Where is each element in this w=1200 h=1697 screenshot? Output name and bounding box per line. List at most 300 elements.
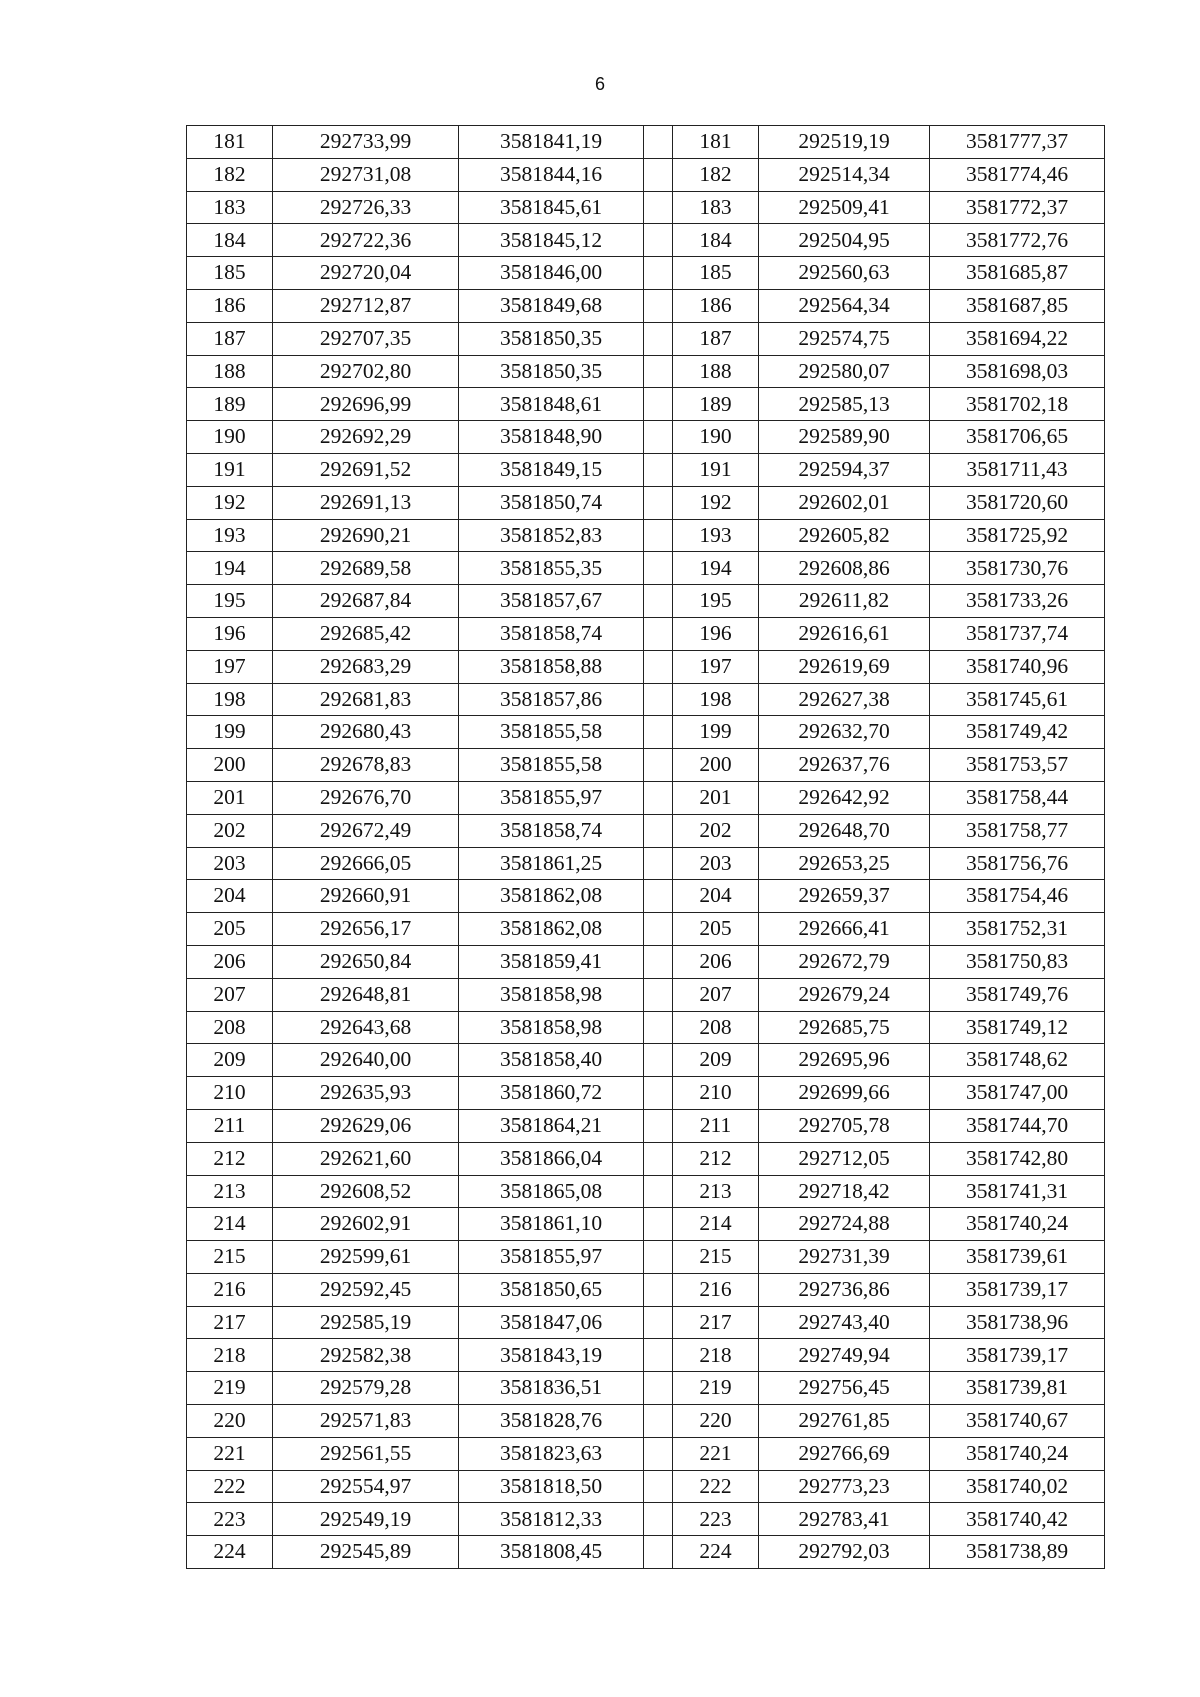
- point-number-left: 201: [187, 781, 273, 814]
- point-number-right: 222: [673, 1470, 759, 1503]
- table-row: [187, 1536, 1105, 1569]
- x-coordinate-right: 292756,45: [759, 1372, 930, 1405]
- separator-cell: [644, 224, 673, 257]
- y-coordinate-right: 3581772,37: [930, 191, 1105, 224]
- separator-cell: [644, 781, 673, 814]
- y-coordinate-left: 3581857,67: [459, 585, 644, 618]
- point-number-left: 196: [187, 617, 273, 650]
- point-number-left: 199: [187, 716, 273, 749]
- x-coordinate-right: 292519,19: [759, 126, 930, 159]
- y-coordinate-left: 3581844,16: [459, 158, 644, 191]
- separator-cell: [644, 683, 673, 716]
- table-row: [187, 388, 1105, 421]
- point-number-left: 223: [187, 1503, 273, 1536]
- point-number-right: 191: [673, 453, 759, 486]
- x-coordinate-right: 292766,69: [759, 1437, 930, 1470]
- y-coordinate-right: 3581711,43: [930, 453, 1105, 486]
- x-coordinate-right: 292564,34: [759, 289, 930, 322]
- table-row: [187, 617, 1105, 650]
- separator-cell: [644, 355, 673, 388]
- point-number-right: 211: [673, 1109, 759, 1142]
- point-number-left: 181: [187, 126, 273, 159]
- y-coordinate-left: 3581865,08: [459, 1175, 644, 1208]
- point-number-left: 184: [187, 224, 273, 257]
- table-row: [187, 257, 1105, 290]
- point-number-right: 182: [673, 158, 759, 191]
- x-coordinate-left: 292608,52: [273, 1175, 459, 1208]
- x-coordinate-left: 292571,83: [273, 1405, 459, 1438]
- separator-cell: [644, 847, 673, 880]
- y-coordinate-right: 3581747,00: [930, 1077, 1105, 1110]
- y-coordinate-right: 3581749,12: [930, 1011, 1105, 1044]
- y-coordinate-right: 3581702,18: [930, 388, 1105, 421]
- separator-cell: [644, 617, 673, 650]
- y-coordinate-left: 3581862,08: [459, 880, 644, 913]
- x-coordinate-right: 292632,70: [759, 716, 930, 749]
- table-row: [187, 519, 1105, 552]
- y-coordinate-right: 3581740,02: [930, 1470, 1105, 1503]
- y-coordinate-right: 3581694,22: [930, 322, 1105, 355]
- separator-cell: [644, 322, 673, 355]
- x-coordinate-left: 292676,70: [273, 781, 459, 814]
- x-coordinate-left: 292681,83: [273, 683, 459, 716]
- x-coordinate-right: 292705,78: [759, 1109, 930, 1142]
- x-coordinate-right: 292659,37: [759, 880, 930, 913]
- separator-cell: [644, 913, 673, 946]
- table-row: [187, 978, 1105, 1011]
- table-row: [187, 1306, 1105, 1339]
- x-coordinate-left: 292696,99: [273, 388, 459, 421]
- separator-cell: [644, 1437, 673, 1470]
- table-row: [187, 1142, 1105, 1175]
- y-coordinate-left: 3581847,06: [459, 1306, 644, 1339]
- x-coordinate-right: 292642,92: [759, 781, 930, 814]
- x-coordinate-left: 292707,35: [273, 322, 459, 355]
- x-coordinate-left: 292731,08: [273, 158, 459, 191]
- x-coordinate-right: 292605,82: [759, 519, 930, 552]
- point-number-left: 224: [187, 1536, 273, 1569]
- x-coordinate-left: 292643,68: [273, 1011, 459, 1044]
- x-coordinate-right: 292712,05: [759, 1142, 930, 1175]
- x-coordinate-left: 292656,17: [273, 913, 459, 946]
- point-number-right: 208: [673, 1011, 759, 1044]
- x-coordinate-right: 292648,70: [759, 814, 930, 847]
- x-coordinate-right: 292718,42: [759, 1175, 930, 1208]
- x-coordinate-right: 292695,96: [759, 1044, 930, 1077]
- point-number-right: 205: [673, 913, 759, 946]
- table-row: [187, 1241, 1105, 1274]
- table-row: [187, 945, 1105, 978]
- x-coordinate-right: 292736,86: [759, 1273, 930, 1306]
- y-coordinate-right: 3581748,62: [930, 1044, 1105, 1077]
- y-coordinate-left: 3581846,00: [459, 257, 644, 290]
- x-coordinate-left: 292678,83: [273, 749, 459, 782]
- point-number-left: 187: [187, 322, 273, 355]
- y-coordinate-left: 3581850,74: [459, 486, 644, 519]
- y-coordinate-right: 3581739,17: [930, 1273, 1105, 1306]
- separator-cell: [644, 289, 673, 322]
- y-coordinate-right: 3581738,89: [930, 1536, 1105, 1569]
- y-coordinate-left: 3581857,86: [459, 683, 644, 716]
- table-row: [187, 1077, 1105, 1110]
- point-number-right: 218: [673, 1339, 759, 1372]
- point-number-left: 212: [187, 1142, 273, 1175]
- x-coordinate-left: 292722,36: [273, 224, 459, 257]
- x-coordinate-left: 292733,99: [273, 126, 459, 159]
- x-coordinate-right: 292608,86: [759, 552, 930, 585]
- y-coordinate-left: 3581848,90: [459, 421, 644, 454]
- y-coordinate-left: 3581849,68: [459, 289, 644, 322]
- x-coordinate-left: 292648,81: [273, 978, 459, 1011]
- y-coordinate-left: 3581808,45: [459, 1536, 644, 1569]
- table-row: [187, 552, 1105, 585]
- separator-cell: [644, 880, 673, 913]
- table-row: [187, 355, 1105, 388]
- point-number-left: 188: [187, 355, 273, 388]
- y-coordinate-left: 3581855,97: [459, 781, 644, 814]
- y-coordinate-left: 3581858,88: [459, 650, 644, 683]
- y-coordinate-left: 3581858,74: [459, 814, 644, 847]
- point-number-right: 215: [673, 1241, 759, 1274]
- x-coordinate-left: 292621,60: [273, 1142, 459, 1175]
- point-number-left: 197: [187, 650, 273, 683]
- y-coordinate-right: 3581772,76: [930, 224, 1105, 257]
- x-coordinate-left: 292720,04: [273, 257, 459, 290]
- point-number-right: 209: [673, 1044, 759, 1077]
- y-coordinate-right: 3581739,81: [930, 1372, 1105, 1405]
- separator-cell: [644, 1011, 673, 1044]
- point-number-left: 183: [187, 191, 273, 224]
- y-coordinate-left: 3581812,33: [459, 1503, 644, 1536]
- y-coordinate-left: 3581828,76: [459, 1405, 644, 1438]
- table-row: [187, 191, 1105, 224]
- table-row: [187, 814, 1105, 847]
- point-number-left: 215: [187, 1241, 273, 1274]
- x-coordinate-left: 292689,58: [273, 552, 459, 585]
- separator-cell: [644, 1405, 673, 1438]
- x-coordinate-right: 292602,01: [759, 486, 930, 519]
- x-coordinate-right: 292743,40: [759, 1306, 930, 1339]
- separator-cell: [644, 749, 673, 782]
- point-number-left: 198: [187, 683, 273, 716]
- x-coordinate-left: 292660,91: [273, 880, 459, 913]
- point-number-left: 185: [187, 257, 273, 290]
- y-coordinate-right: 3581740,24: [930, 1437, 1105, 1470]
- point-number-left: 218: [187, 1339, 273, 1372]
- y-coordinate-right: 3581740,67: [930, 1405, 1105, 1438]
- x-coordinate-left: 292635,93: [273, 1077, 459, 1110]
- separator-cell: [644, 158, 673, 191]
- point-number-left: 193: [187, 519, 273, 552]
- point-number-left: 186: [187, 289, 273, 322]
- point-number-left: 221: [187, 1437, 273, 1470]
- y-coordinate-left: 3581859,41: [459, 945, 644, 978]
- point-number-right: 198: [673, 683, 759, 716]
- x-coordinate-right: 292761,85: [759, 1405, 930, 1438]
- x-coordinate-right: 292504,95: [759, 224, 930, 257]
- y-coordinate-left: 3581858,98: [459, 978, 644, 1011]
- point-number-left: 191: [187, 453, 273, 486]
- y-coordinate-right: 3581777,37: [930, 126, 1105, 159]
- y-coordinate-left: 3581845,61: [459, 191, 644, 224]
- separator-cell: [644, 1372, 673, 1405]
- y-coordinate-left: 3581850,65: [459, 1273, 644, 1306]
- y-coordinate-left: 3581855,35: [459, 552, 644, 585]
- point-number-right: 203: [673, 847, 759, 880]
- separator-cell: [644, 1109, 673, 1142]
- point-number-left: 182: [187, 158, 273, 191]
- separator-cell: [644, 585, 673, 618]
- y-coordinate-left: 3581855,97: [459, 1241, 644, 1274]
- x-coordinate-left: 292692,29: [273, 421, 459, 454]
- y-coordinate-left: 3581860,72: [459, 1077, 644, 1110]
- separator-cell: [644, 486, 673, 519]
- separator-cell: [644, 945, 673, 978]
- point-number-left: 206: [187, 945, 273, 978]
- point-number-left: 195: [187, 585, 273, 618]
- point-number-right: 184: [673, 224, 759, 257]
- table-row: [187, 126, 1105, 159]
- y-coordinate-left: 3581858,98: [459, 1011, 644, 1044]
- table-row: [187, 650, 1105, 683]
- point-number-right: 202: [673, 814, 759, 847]
- x-coordinate-right: 292792,03: [759, 1536, 930, 1569]
- x-coordinate-left: 292691,52: [273, 453, 459, 486]
- table-row: [187, 880, 1105, 913]
- x-coordinate-right: 292672,79: [759, 945, 930, 978]
- x-coordinate-right: 292783,41: [759, 1503, 930, 1536]
- point-number-right: 181: [673, 126, 759, 159]
- y-coordinate-right: 3581720,60: [930, 486, 1105, 519]
- y-coordinate-right: 3581753,57: [930, 749, 1105, 782]
- y-coordinate-left: 3581855,58: [459, 749, 644, 782]
- point-number-left: 205: [187, 913, 273, 946]
- table-row: [187, 1273, 1105, 1306]
- point-number-right: 183: [673, 191, 759, 224]
- y-coordinate-right: 3581758,77: [930, 814, 1105, 847]
- y-coordinate-left: 3581862,08: [459, 913, 644, 946]
- table-row: [187, 1503, 1105, 1536]
- separator-cell: [644, 1208, 673, 1241]
- point-number-right: 220: [673, 1405, 759, 1438]
- separator-cell: [644, 650, 673, 683]
- separator-cell: [644, 1306, 673, 1339]
- table-row: [187, 1437, 1105, 1470]
- x-coordinate-right: 292731,39: [759, 1241, 930, 1274]
- y-coordinate-left: 3581852,83: [459, 519, 644, 552]
- x-coordinate-left: 292561,55: [273, 1437, 459, 1470]
- table-row: [187, 847, 1105, 880]
- point-number-right: 187: [673, 322, 759, 355]
- point-number-left: 209: [187, 1044, 273, 1077]
- y-coordinate-right: 3581687,85: [930, 289, 1105, 322]
- point-number-left: 217: [187, 1306, 273, 1339]
- x-coordinate-left: 292599,61: [273, 1241, 459, 1274]
- table-row: [187, 749, 1105, 782]
- table-row: [187, 913, 1105, 946]
- y-coordinate-right: 3581738,96: [930, 1306, 1105, 1339]
- x-coordinate-right: 292574,75: [759, 322, 930, 355]
- separator-cell: [644, 1339, 673, 1372]
- y-coordinate-right: 3581749,42: [930, 716, 1105, 749]
- x-coordinate-left: 292726,33: [273, 191, 459, 224]
- point-number-left: 211: [187, 1109, 273, 1142]
- x-coordinate-left: 292672,49: [273, 814, 459, 847]
- y-coordinate-left: 3581818,50: [459, 1470, 644, 1503]
- x-coordinate-right: 292589,90: [759, 421, 930, 454]
- y-coordinate-right: 3581730,76: [930, 552, 1105, 585]
- x-coordinate-left: 292545,89: [273, 1536, 459, 1569]
- y-coordinate-left: 3581843,19: [459, 1339, 644, 1372]
- point-number-left: 213: [187, 1175, 273, 1208]
- point-number-right: 216: [673, 1273, 759, 1306]
- point-number-right: 195: [673, 585, 759, 618]
- point-number-right: 189: [673, 388, 759, 421]
- x-coordinate-right: 292773,23: [759, 1470, 930, 1503]
- x-coordinate-right: 292619,69: [759, 650, 930, 683]
- separator-cell: [644, 1044, 673, 1077]
- point-number-right: 185: [673, 257, 759, 290]
- x-coordinate-left: 292687,84: [273, 585, 459, 618]
- table-row: [187, 1175, 1105, 1208]
- point-number-right: 194: [673, 552, 759, 585]
- x-coordinate-left: 292549,19: [273, 1503, 459, 1536]
- y-coordinate-left: 3581848,61: [459, 388, 644, 421]
- table-row: [187, 683, 1105, 716]
- x-coordinate-right: 292585,13: [759, 388, 930, 421]
- table-row: [187, 1044, 1105, 1077]
- x-coordinate-right: 292637,76: [759, 749, 930, 782]
- y-coordinate-right: 3581749,76: [930, 978, 1105, 1011]
- table-row: [187, 585, 1105, 618]
- point-number-left: 214: [187, 1208, 273, 1241]
- y-coordinate-left: 3581823,63: [459, 1437, 644, 1470]
- y-coordinate-right: 3581750,83: [930, 945, 1105, 978]
- table-row: [187, 1109, 1105, 1142]
- y-coordinate-right: 3581740,42: [930, 1503, 1105, 1536]
- point-number-right: 197: [673, 650, 759, 683]
- point-number-right: 219: [673, 1372, 759, 1405]
- separator-cell: [644, 519, 673, 552]
- table-row: [187, 1339, 1105, 1372]
- y-coordinate-left: 3581841,19: [459, 126, 644, 159]
- y-coordinate-right: 3581739,61: [930, 1241, 1105, 1274]
- point-number-right: 206: [673, 945, 759, 978]
- y-coordinate-left: 3581836,51: [459, 1372, 644, 1405]
- page-number: 6: [594, 74, 605, 94]
- x-coordinate-left: 292680,43: [273, 716, 459, 749]
- point-number-left: 210: [187, 1077, 273, 1110]
- y-coordinate-right: 3581740,24: [930, 1208, 1105, 1241]
- table-row: [187, 421, 1105, 454]
- table-row: [187, 1011, 1105, 1044]
- x-coordinate-right: 292580,07: [759, 355, 930, 388]
- x-coordinate-left: 292712,87: [273, 289, 459, 322]
- x-coordinate-left: 292585,19: [273, 1306, 459, 1339]
- separator-cell: [644, 421, 673, 454]
- x-coordinate-left: 292602,91: [273, 1208, 459, 1241]
- x-coordinate-left: 292666,05: [273, 847, 459, 880]
- x-coordinate-right: 292685,75: [759, 1011, 930, 1044]
- point-number-left: 222: [187, 1470, 273, 1503]
- point-number-right: 196: [673, 617, 759, 650]
- table-row: [187, 716, 1105, 749]
- point-number-left: 204: [187, 880, 273, 913]
- y-coordinate-left: 3581858,40: [459, 1044, 644, 1077]
- y-coordinate-right: 3581698,03: [930, 355, 1105, 388]
- point-number-left: 189: [187, 388, 273, 421]
- y-coordinate-right: 3581754,46: [930, 880, 1105, 913]
- point-number-right: 186: [673, 289, 759, 322]
- table-row: [187, 289, 1105, 322]
- coordinates-table-body: [187, 126, 1105, 1569]
- point-number-right: 223: [673, 1503, 759, 1536]
- separator-cell: [644, 716, 673, 749]
- y-coordinate-right: 3581737,74: [930, 617, 1105, 650]
- separator-cell: [644, 126, 673, 159]
- separator-cell: [644, 1142, 673, 1175]
- y-coordinate-left: 3581861,25: [459, 847, 644, 880]
- point-number-right: 190: [673, 421, 759, 454]
- x-coordinate-right: 292627,38: [759, 683, 930, 716]
- table-row: [187, 224, 1105, 257]
- point-number-right: 212: [673, 1142, 759, 1175]
- x-coordinate-left: 292702,80: [273, 355, 459, 388]
- point-number-right: 192: [673, 486, 759, 519]
- y-coordinate-right: 3581685,87: [930, 257, 1105, 290]
- y-coordinate-right: 3581739,17: [930, 1339, 1105, 1372]
- x-coordinate-right: 292560,63: [759, 257, 930, 290]
- y-coordinate-left: 3581864,21: [459, 1109, 644, 1142]
- separator-cell: [644, 388, 673, 421]
- point-number-right: 214: [673, 1208, 759, 1241]
- point-number-left: 208: [187, 1011, 273, 1044]
- x-coordinate-left: 292640,00: [273, 1044, 459, 1077]
- y-coordinate-right: 3581744,70: [930, 1109, 1105, 1142]
- point-number-right: 207: [673, 978, 759, 1011]
- point-number-left: 219: [187, 1372, 273, 1405]
- x-coordinate-right: 292594,37: [759, 453, 930, 486]
- separator-cell: [644, 453, 673, 486]
- point-number-right: 221: [673, 1437, 759, 1470]
- x-coordinate-left: 292592,45: [273, 1273, 459, 1306]
- y-coordinate-right: 3581758,44: [930, 781, 1105, 814]
- separator-cell: [644, 814, 673, 847]
- point-number-left: 203: [187, 847, 273, 880]
- y-coordinate-left: 3581850,35: [459, 322, 644, 355]
- y-coordinate-left: 3581845,12: [459, 224, 644, 257]
- separator-cell: [644, 1077, 673, 1110]
- x-coordinate-right: 292666,41: [759, 913, 930, 946]
- x-coordinate-left: 292629,06: [273, 1109, 459, 1142]
- table-row: [187, 158, 1105, 191]
- point-number-left: 192: [187, 486, 273, 519]
- point-number-right: 188: [673, 355, 759, 388]
- point-number-right: 204: [673, 880, 759, 913]
- point-number-left: 200: [187, 749, 273, 782]
- x-coordinate-right: 292611,82: [759, 585, 930, 618]
- separator-cell: [644, 257, 673, 290]
- x-coordinate-right: 292724,88: [759, 1208, 930, 1241]
- y-coordinate-left: 3581850,35: [459, 355, 644, 388]
- separator-cell: [644, 191, 673, 224]
- point-number-left: 194: [187, 552, 273, 585]
- separator-cell: [644, 1175, 673, 1208]
- y-coordinate-right: 3581752,31: [930, 913, 1105, 946]
- y-coordinate-right: 3581742,80: [930, 1142, 1105, 1175]
- table-row: [187, 1405, 1105, 1438]
- point-number-right: 224: [673, 1536, 759, 1569]
